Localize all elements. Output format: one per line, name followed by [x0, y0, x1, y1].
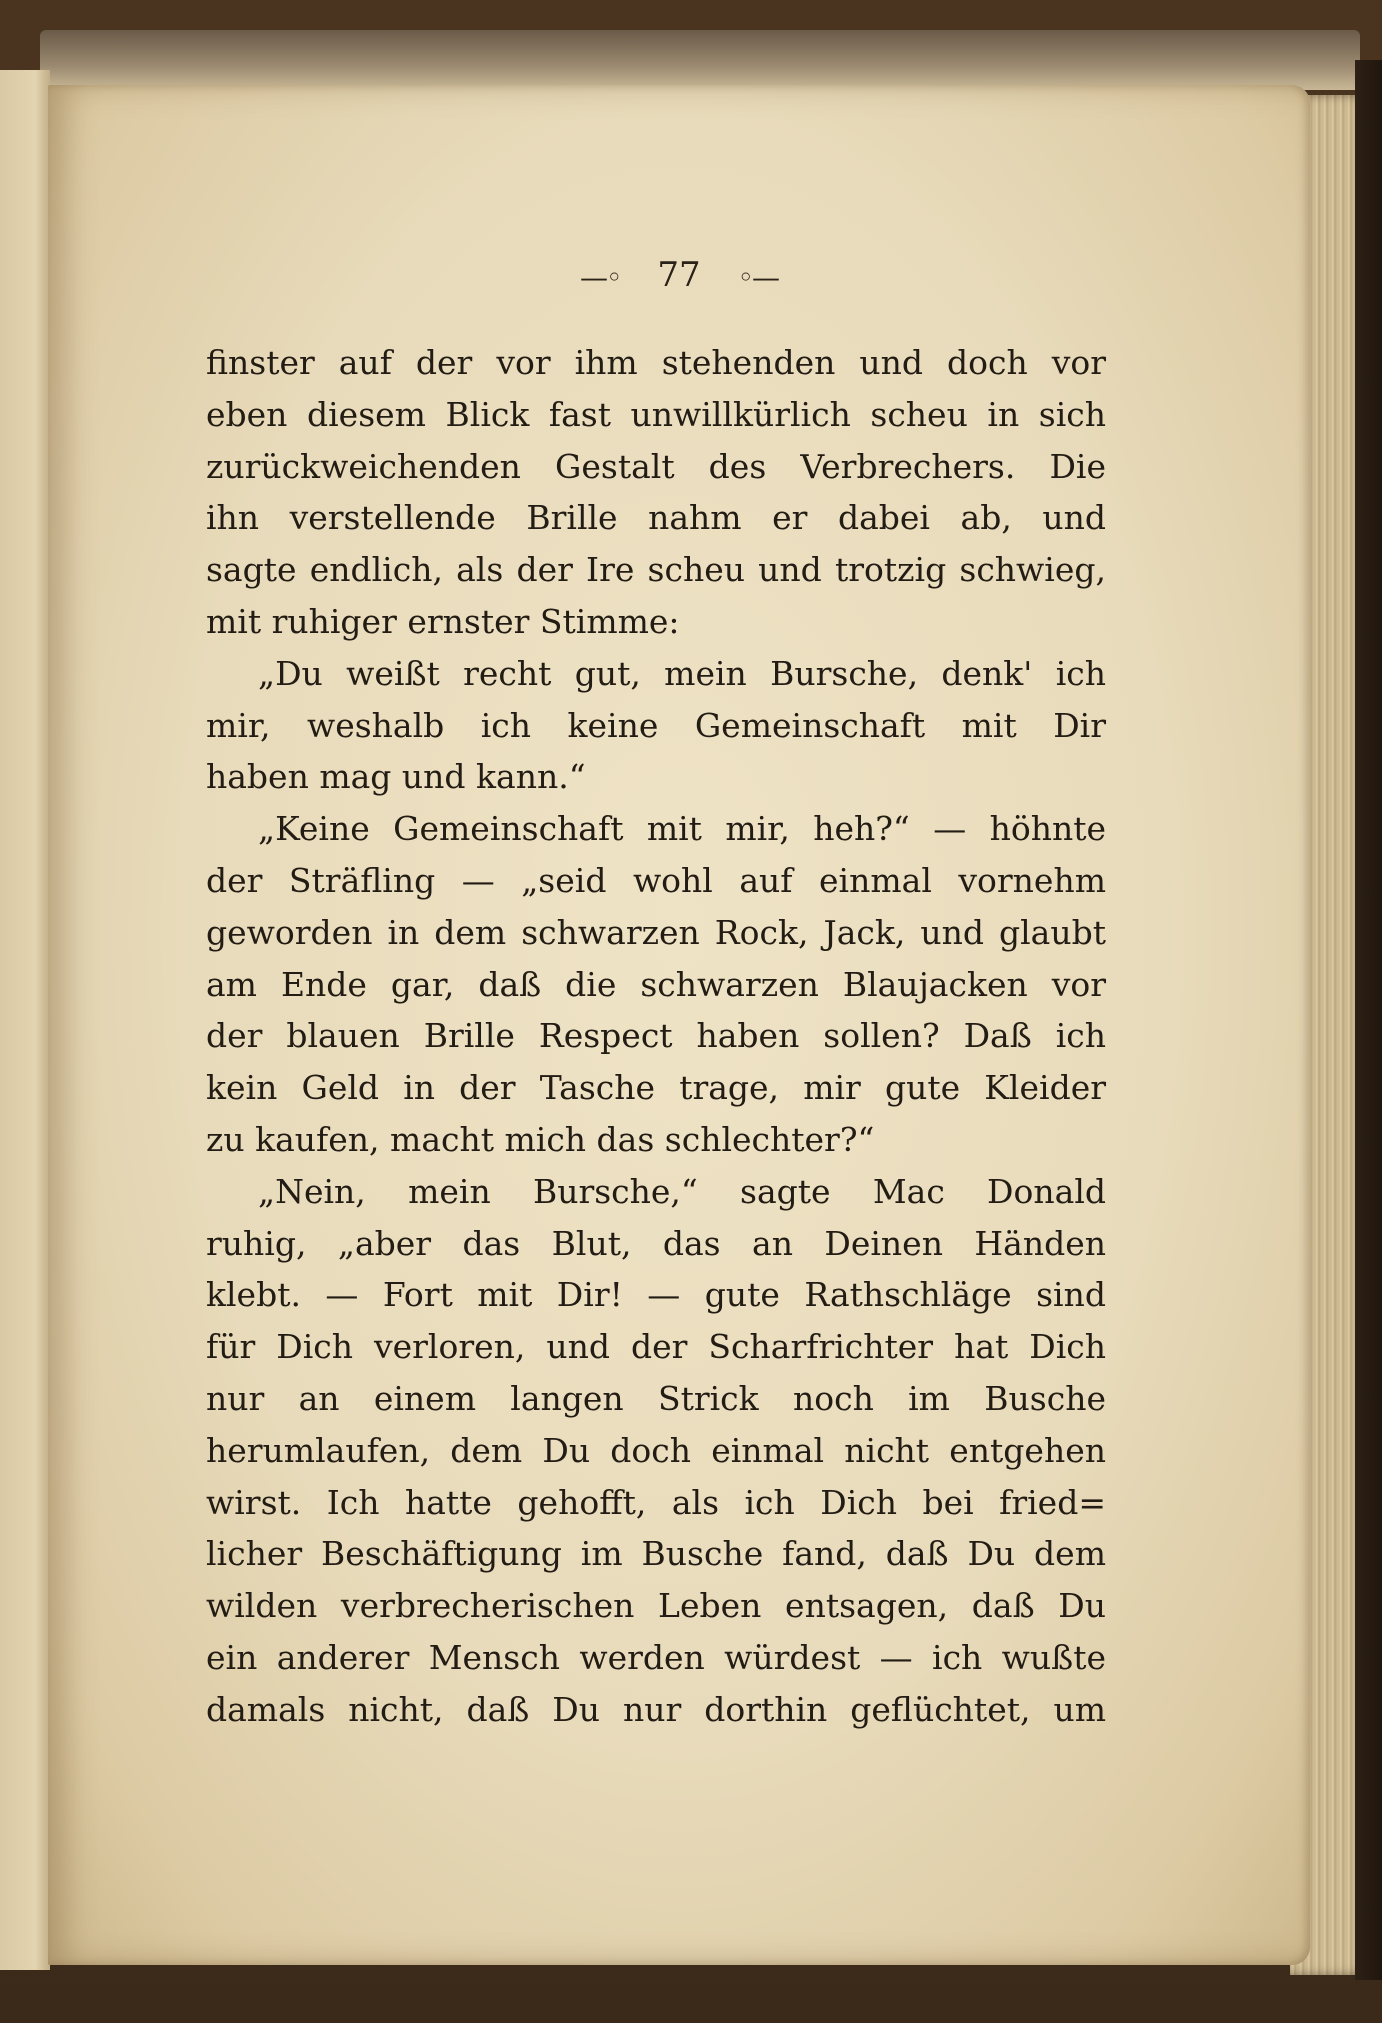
body-text	[206, 337, 1106, 1736]
text-line: mir, weshalb ich keine Gemeinschaft mit Dir	[206, 705, 1106, 745]
text-line: sagte endlich, als der Ire scheu und trotzig schwieg,	[206, 550, 1106, 590]
text-line: ihn verstellende Brille nahm er dabei ab, und	[206, 498, 1106, 538]
text-line: finster auf der vor ihm stehenden und doch vor	[206, 343, 1106, 382]
page-header	[48, 255, 1310, 295]
text-line: wilden verbrecherischen Leben entsagen, daß Du	[206, 1586, 1106, 1626]
text-line: haben mag und kann.“	[206, 757, 586, 797]
book-top-edge	[40, 30, 1360, 90]
header-ornament-left: —◦	[580, 260, 621, 294]
text-line: der Sträfling — „seid wohl auf einmal vornehm	[206, 860, 1106, 900]
text-line: der blauen Brille Respect haben sollen? Daß ich	[206, 1016, 1106, 1056]
text-line: geworden in dem schwarzen Rock, Jack, und glaubt	[206, 912, 1106, 952]
header-ornament-right: ◦—	[737, 260, 778, 294]
text-line: „Nein, mein Bursche,“ sagte Mac Donald	[258, 1171, 1106, 1211]
text-line: herumlaufen, dem Du doch einmal nicht entgehen	[206, 1430, 1106, 1470]
text-line: „Du weißt recht gut, mein Bursche, denk' ich	[258, 653, 1106, 693]
page-number: 77	[657, 255, 701, 295]
text-line: wirst. Ich hatte gehofft, als ich Dich bei fried=	[206, 1482, 1106, 1522]
text-line: zurückweichenden Gestalt des Verbrechers. Die	[206, 446, 1106, 486]
text-line: für Dich verloren, und der Scharfrichter hat Dich	[206, 1327, 1106, 1367]
text-line: licher Beschäftigung im Busche fand, daß Du dem	[206, 1534, 1106, 1574]
book-cover-edge	[1355, 60, 1382, 1980]
text-line: eben diesem Blick fast unwillkürlich scheu in sich	[206, 394, 1106, 434]
text-line: nur an einem langen Strick noch im Busche	[206, 1378, 1106, 1418]
text-line: mit ruhiger ernster Stimme:	[206, 601, 680, 641]
text-line: am Ende gar, daß die schwarzen Blaujacken vor	[206, 964, 1106, 1004]
text-line: damals nicht, daß Du nur dorthin geflüchtet, um	[206, 1689, 1106, 1729]
text-line: „Keine Gemeinschaft mit mir, heh?“ — höhnte	[258, 809, 1106, 849]
text-line: ruhig, „aber das Blut, das an Deinen Händen	[206, 1223, 1106, 1263]
text-line: ein anderer Mensch werden würdest — ich wußte	[206, 1637, 1106, 1677]
text-line: kein Geld in der Tasche trage, mir gute Kleider	[206, 1068, 1106, 1108]
text-line: zu kaufen, macht mich das schlechter?“	[206, 1119, 875, 1159]
text-line: klebt. — Fort mit Dir! — gute Rathschläge sind	[206, 1275, 1106, 1315]
book-page	[48, 85, 1310, 1965]
left-page-edge	[0, 70, 50, 1970]
